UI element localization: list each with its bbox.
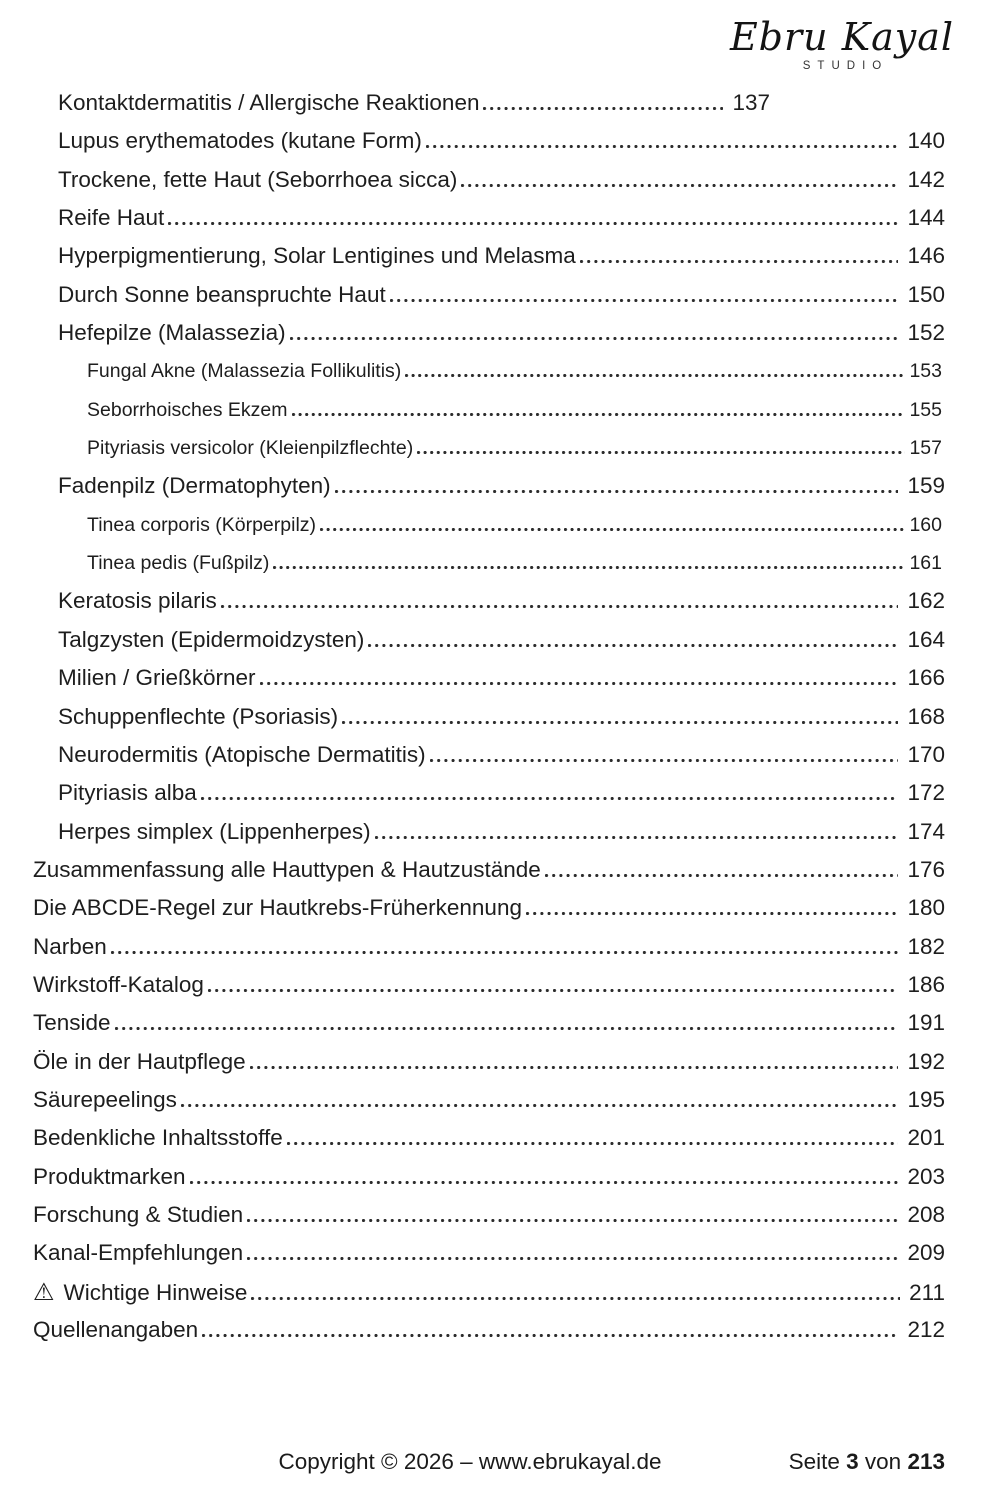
dot-leader xyxy=(290,337,899,340)
toc-entry[interactable] xyxy=(0,1119,1003,1157)
toc-entry[interactable] xyxy=(0,1234,1003,1272)
toc-entry-label: Schuppenflechte (Psoriasis) xyxy=(58,703,339,729)
dot-leader xyxy=(292,413,906,416)
dot-leader xyxy=(430,759,899,762)
toc-entry-page: 142 xyxy=(907,166,945,192)
toc-entry-label: Seborrhoisches Ekzem xyxy=(87,398,288,421)
dot-leader xyxy=(115,1027,899,1030)
toc-entry-page: 195 xyxy=(907,1086,945,1112)
toc-entry-label: Kanal-Empfehlungen xyxy=(33,1240,244,1266)
toc-entry-page: 186 xyxy=(907,971,945,997)
toc-entry-page: 137 xyxy=(732,90,770,115)
toc-entry-page: 176 xyxy=(907,856,945,882)
dot-leader xyxy=(483,107,723,110)
dot-leader xyxy=(208,989,899,992)
toc-entry[interactable] xyxy=(0,813,1003,851)
dot-leader xyxy=(342,721,898,724)
toc-entry-page: 182 xyxy=(907,933,945,959)
toc-list xyxy=(0,84,1003,1349)
toc-entry-page: 212 xyxy=(907,1317,945,1342)
dot-leader xyxy=(260,682,899,685)
toc-entry-page: 166 xyxy=(907,665,945,691)
total-page-number: 213 xyxy=(907,1449,945,1474)
toc-entry[interactable] xyxy=(0,161,1003,199)
toc-entry[interactable] xyxy=(0,237,1003,275)
toc-entry-label: Hefepilze (Malassezia) xyxy=(58,320,286,346)
toc-entry[interactable] xyxy=(0,698,1003,736)
toc-entry[interactable] xyxy=(0,467,1003,505)
toc-entry-page: 161 xyxy=(909,552,942,575)
dot-leader xyxy=(251,1297,900,1300)
dot-leader xyxy=(375,836,899,839)
toc-entry[interactable] xyxy=(0,1196,1003,1234)
toc-entry-label: Lupus erythematodes (kutane Form) xyxy=(58,128,422,154)
toc-entry[interactable] xyxy=(0,314,1003,352)
toc-entry-label: Die ABCDE-Regel zur Hautkrebs-Früherkennung xyxy=(33,895,522,921)
toc-entry[interactable] xyxy=(0,544,1003,582)
dot-leader xyxy=(390,299,899,302)
dot-leader xyxy=(221,605,899,608)
toc-entry-page: 155 xyxy=(909,398,942,421)
toc-entry-label: Kontaktdermatitis / Allergische Reaktionen xyxy=(58,90,480,115)
toc-entry-page: 209 xyxy=(907,1240,945,1266)
toc-entry-label: Reife Haut xyxy=(58,205,165,231)
toc-entry[interactable] xyxy=(0,84,1003,122)
toc-entry-label: Tinea corporis (Körperpilz) xyxy=(87,513,317,536)
dot-leader xyxy=(201,797,899,800)
toc-entry-page: 144 xyxy=(907,205,945,231)
toc-entry-page: 153 xyxy=(909,360,942,383)
toc-entry-label: Säurepeelings xyxy=(33,1086,177,1112)
toc-entry-label: Narben xyxy=(33,933,107,959)
toc-entry-page: 208 xyxy=(907,1201,945,1227)
dot-leader xyxy=(250,1066,899,1069)
dot-leader xyxy=(247,1219,898,1222)
toc-entry[interactable] xyxy=(0,1043,1003,1081)
toc-entry-page: 172 xyxy=(907,780,945,806)
dot-leader xyxy=(287,1142,899,1145)
toc-entry-label: Keratosis pilaris xyxy=(58,588,217,614)
studio-logo xyxy=(712,15,972,72)
toc-entry-label: Pityriasis alba xyxy=(58,780,197,806)
toc-entry[interactable] xyxy=(0,582,1003,620)
logo-name: Ebru Kayal xyxy=(729,15,955,59)
toc-entry[interactable] xyxy=(0,621,1003,659)
toc-entry-label: Pityriasis versicolor (Kleienpilzflechte) xyxy=(87,437,414,460)
toc-entry-label: Talgzysten (Epidermoidzysten) xyxy=(58,626,365,652)
dot-leader xyxy=(247,1257,898,1260)
toc-entry[interactable] xyxy=(0,774,1003,812)
toc-entry-label: Bedenkliche Inhaltsstoffe xyxy=(33,1125,283,1151)
dot-leader xyxy=(526,912,898,915)
toc-entry-page: 201 xyxy=(907,1125,945,1151)
toc-entry-label: Öle in der Hautpflege xyxy=(33,1048,246,1074)
toc-entry-page: 146 xyxy=(907,243,945,269)
toc-entry-page: 157 xyxy=(909,437,942,460)
toc-entry-label: Tenside xyxy=(33,1010,111,1036)
dot-leader xyxy=(368,644,898,647)
toc-entry-label: Tinea pedis (Fußpilz) xyxy=(87,552,270,575)
seite-label: Seite xyxy=(788,1449,840,1474)
toc-entry[interactable] xyxy=(0,276,1003,314)
toc-entry[interactable] xyxy=(0,1081,1003,1119)
toc-entry[interactable] xyxy=(0,506,1003,544)
toc-entry-label: Trockene, fette Haut (Seborrhoea sicca) xyxy=(58,166,458,192)
dot-leader xyxy=(580,260,899,263)
toc-entry-label: Hyperpigmentierung, Solar Lentigines und Melasma xyxy=(58,243,576,269)
toc-entry[interactable] xyxy=(0,199,1003,237)
dot-leader xyxy=(417,451,905,454)
toc-entry[interactable] xyxy=(0,391,1003,429)
toc-entry-page: 174 xyxy=(907,818,945,844)
toc-entry-label: Neurodermitis (Atopische Dermatitis) xyxy=(58,741,426,767)
toc-entry-label: Zusammenfassung alle Hauttypen & Hautzustände xyxy=(33,856,541,882)
toc-entry[interactable] xyxy=(0,736,1003,774)
toc-entry-page: 162 xyxy=(907,588,945,614)
toc-entry[interactable] xyxy=(0,889,1003,927)
dot-leader xyxy=(273,566,905,569)
toc-entry-page: 150 xyxy=(907,281,945,307)
toc-entry[interactable] xyxy=(0,1273,1003,1311)
toc-entry-page: 192 xyxy=(907,1048,945,1074)
toc-entry[interactable] xyxy=(0,1004,1003,1042)
dot-leader xyxy=(461,184,898,187)
toc-entry-label: Wirkstoff-Katalog xyxy=(33,971,204,997)
dot-leader xyxy=(335,490,899,493)
logo-subtitle: STUDIO xyxy=(802,59,889,72)
toc-entry[interactable] xyxy=(0,122,1003,160)
toc-entry[interactable] xyxy=(0,429,1003,467)
toc-entry-label: Fadenpilz (Dermatophyten) xyxy=(58,473,331,499)
von-label: von xyxy=(864,1449,902,1474)
toc-entry[interactable] xyxy=(0,1158,1003,1196)
toc-entry-page: 160 xyxy=(909,513,942,536)
toc-entry-label: Forschung & Studien xyxy=(33,1201,244,1227)
toc-entry-page: 140 xyxy=(907,128,945,154)
toc-entry-page: 164 xyxy=(907,626,945,652)
toc-entry[interactable] xyxy=(0,659,1003,697)
toc-entry[interactable] xyxy=(0,966,1003,1004)
dot-leader xyxy=(545,874,899,877)
toc-entry-page: 159 xyxy=(907,473,945,499)
toc-entry-label: Quellenangaben xyxy=(33,1317,199,1342)
warning-icon: ⚠ xyxy=(33,1277,55,1306)
toc-entry-page: 211 xyxy=(909,1279,945,1305)
toc-entry[interactable] xyxy=(0,1311,1003,1349)
dot-leader xyxy=(405,374,905,377)
dot-leader xyxy=(111,951,899,954)
dot-leader xyxy=(168,222,898,225)
dot-leader xyxy=(181,1104,899,1107)
toc-entry-label: Herpes simplex (Lippenherpes) xyxy=(58,818,371,844)
toc-entry-page: 191 xyxy=(907,1010,945,1036)
toc-entry-page: 152 xyxy=(907,320,945,346)
toc-entry-label: Wichtige Hinweise xyxy=(63,1279,248,1305)
toc-entry-label: Milien / Grießkörner xyxy=(58,665,256,691)
toc-entry-label: Durch Sonne beanspruchte Haut xyxy=(58,281,386,307)
toc-entry-page: 203 xyxy=(907,1163,945,1189)
toc-entry[interactable] xyxy=(0,352,1003,390)
toc-entry-page: 180 xyxy=(907,895,945,921)
toc-entry-page: 168 xyxy=(907,703,945,729)
toc-entry-label: Produktmarken xyxy=(33,1163,186,1189)
copyright-text: Copyright © 2026 – www.ebrukayal.de xyxy=(278,1449,662,1474)
dot-leader xyxy=(426,145,899,148)
dot-leader xyxy=(320,528,905,531)
toc-entry-page: 170 xyxy=(907,741,945,767)
current-page-number: 3 xyxy=(846,1449,859,1474)
dot-leader xyxy=(190,1181,899,1184)
toc-entry[interactable] xyxy=(0,851,1003,889)
page-indicator xyxy=(789,1449,945,1475)
dot-leader xyxy=(202,1334,898,1337)
toc-entry[interactable] xyxy=(0,928,1003,966)
toc-entry-label: Fungal Akne (Malassezia Follikulitis) xyxy=(87,360,402,383)
